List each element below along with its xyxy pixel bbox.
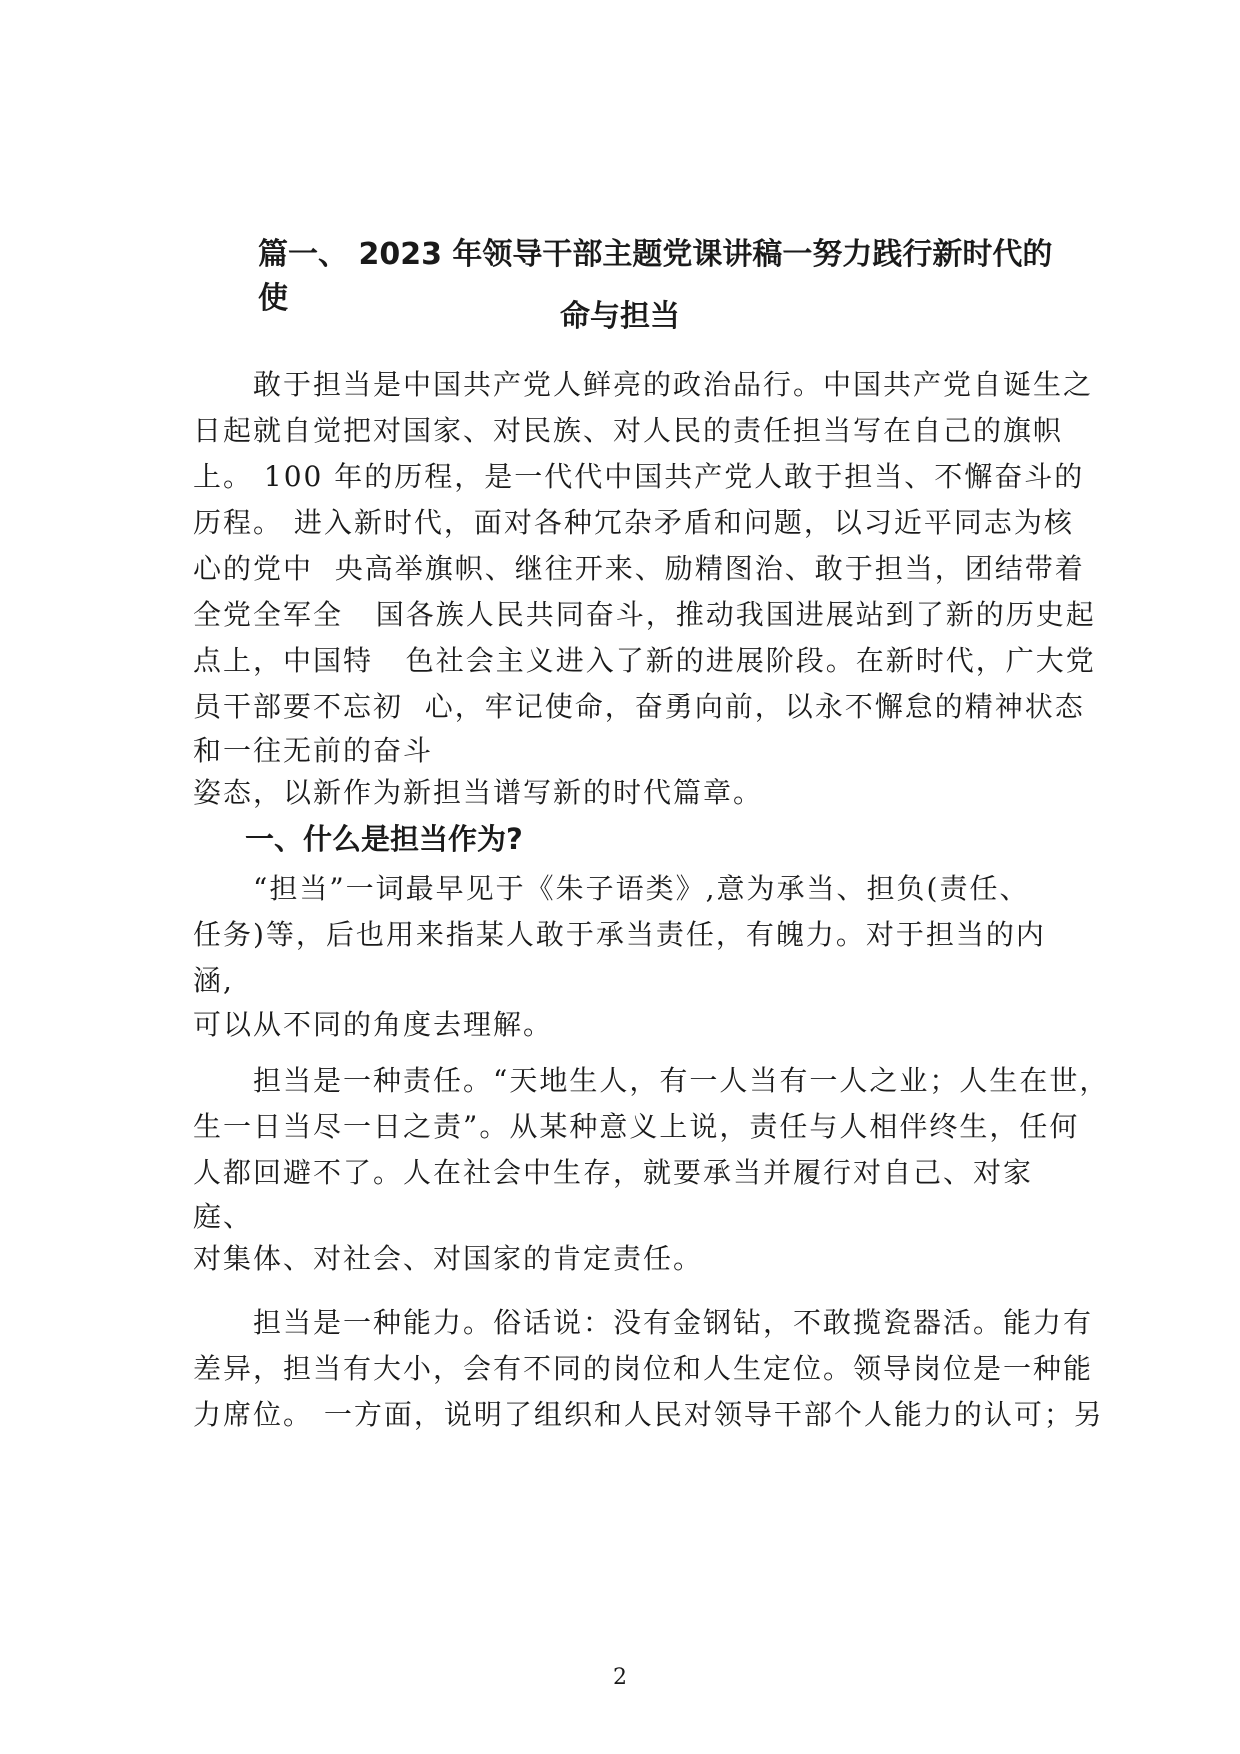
intro-line: 敢于担当是中国共产党人鲜亮的政治品行。中国共产党自诞生之 xyxy=(193,368,1094,401)
paragraph-line: 可以从不同的角度去理解。 xyxy=(193,1008,554,1041)
intro-line: 日起就自觉把对国家、对民族、对人民的责任担当写在自己的旗帜 xyxy=(193,414,1064,447)
paragraph-line: “担当”一词最早见于《朱子语类》,意为承当、担负(责任、 xyxy=(193,872,1030,905)
document-title-line-2: 命与担当 xyxy=(560,299,680,334)
intro-line: 姿态，以新作为新担当谱写新的时代篇章。 xyxy=(193,776,764,809)
paragraph-line: 担当是一种责任。“天地生人，有一人当有一人之业；人生在世， xyxy=(193,1064,1110,1097)
paragraph-line: 力席位。 一方面，说明了组织和人民对领导干部个人能力的认可；另 xyxy=(193,1398,1104,1431)
paragraph-line: 涵, xyxy=(193,964,234,997)
intro-line: 全党全军全 国各族人民共同奋斗，推动我国进展站到了新的历史起 xyxy=(193,598,1096,631)
intro-line: 历程。 进入新时代，面对各种冗杂矛盾和问题，以习近平同志为核 xyxy=(193,506,1074,539)
intro-line: 心的党中 央高举旗帜、继往开来、励精图治、敢于担当，团结带着 xyxy=(193,552,1085,585)
intro-line: 员干部要不忘初 心，牢记使命，奋勇向前，以永不懈怠的精神状态 xyxy=(193,690,1085,723)
page-number: 2 xyxy=(613,1665,627,1690)
document-title-line-1: 篇一、 2023 年领导干部主题党课讲稿一努力践行新时代的使 xyxy=(258,237,1053,316)
paragraph-line: 担当是一种能力。俗话说：没有金钢钻，不敢揽瓷器活。能力有 xyxy=(193,1306,1094,1339)
paragraph-line: 对集体、对社会、对国家的肯定责任。 xyxy=(193,1242,704,1275)
paragraph-line: 人都回避不了。人在社会中生存，就要承当并履行对自己、对家 xyxy=(193,1156,1034,1189)
paragraph-line: 庭、 xyxy=(193,1200,254,1233)
section-heading: 一、什么是担当作为? xyxy=(245,822,523,856)
paragraph-line: 任务)等，后也用来指某人敢于承当责任，有魄力。对于担当的内 xyxy=(193,918,1046,951)
intro-line: 上。 100 年的历程，是一代代中国共产党人敢于担当、不懈奋斗的 xyxy=(193,460,1085,493)
intro-line: 和一往无前的奋斗 xyxy=(193,734,434,767)
paragraph-line: 差异，担当有大小，会有不同的岗位和人生定位。领导岗位是一种能 xyxy=(193,1352,1094,1385)
paragraph-line: 生一日当尽一日之责”。从某种意义上说，责任与人相伴终生，任何 xyxy=(193,1110,1080,1143)
intro-line: 点上，中国特 色社会主义进入了新的进展阶段。在新时代，广大党 xyxy=(193,644,1096,677)
